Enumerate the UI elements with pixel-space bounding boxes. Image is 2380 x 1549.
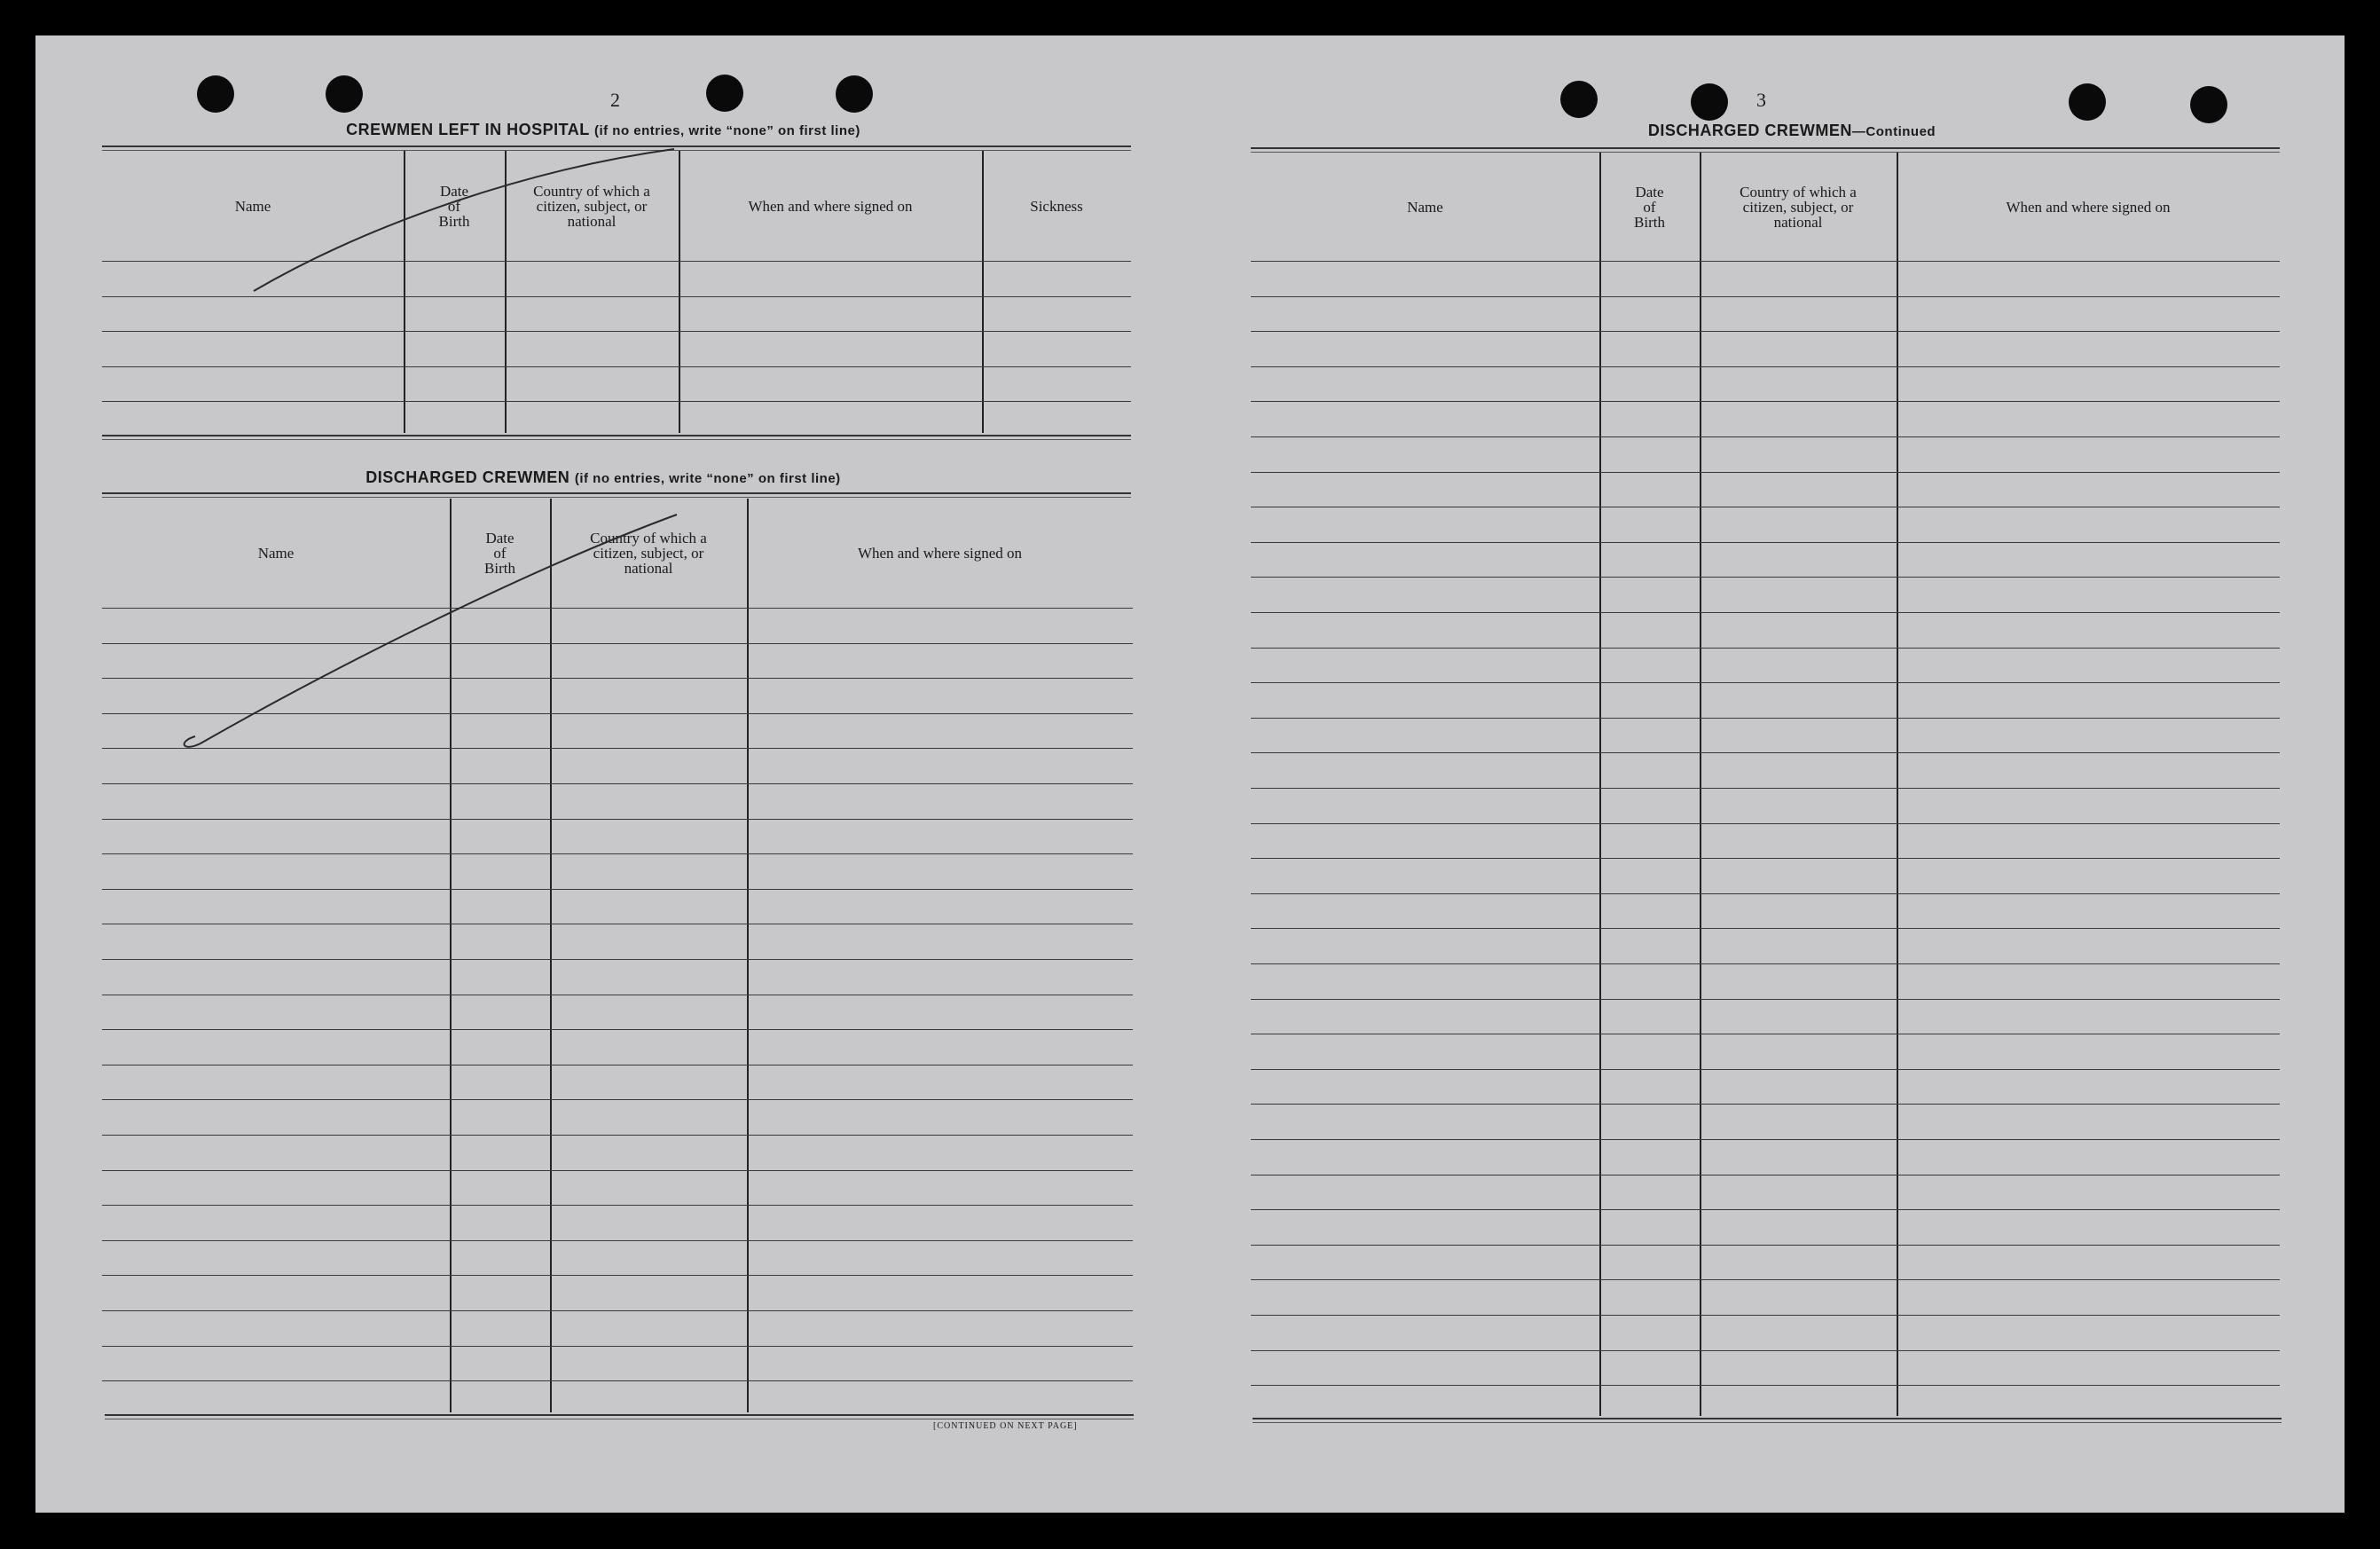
hospital-row-line [102,261,1131,262]
discharged-title-note: (if no entries, write “none” on first line) [574,471,841,486]
discharged-row-line [102,713,1133,714]
continued-column-divider [1700,153,1701,1416]
continued-row-line [1251,1209,2280,1210]
continued-row-line [1251,682,2280,683]
discharged-section-title [102,468,1104,487]
continued-title-text: DISCHARGED CREWMEN [1647,122,1852,139]
continued-header-label: Date of Birth [1634,183,1665,231]
discharged-row-line [102,1029,1133,1030]
continued-row-line [1251,1069,2280,1070]
continued-header-when-and-where-signed-on [1897,153,2280,261]
continued-column-divider [1897,153,1898,1416]
continued-row-line [1251,401,2280,402]
discharged-row-line [102,1380,1133,1381]
punch-hole [2069,83,2106,121]
continued-row-line [1251,261,2280,262]
continued-row-line [1251,436,2280,437]
hospital-header-when-and-where-signed-on [679,151,982,261]
continued-row-line [1251,858,2280,859]
discharged-row-line [102,783,1133,784]
continued-row-line [1251,928,2280,929]
hospital-header-label: When and where signed on [748,197,913,215]
continued-row-line [1251,999,2280,1000]
continued-header-label: Country of which a citizen, subject, or national [1740,183,1857,231]
continued-row-line [1251,1104,2280,1105]
continued-row-line [1251,893,2280,894]
continued-row-line [1251,823,2280,824]
hospital-header-label: Date of Birth [438,182,470,230]
hospital-header-sickness [982,151,1131,261]
hospital-header-label: Country of which a citizen, subject, or national [533,182,650,230]
discharged-table [102,499,1133,1412]
hospital-row-line [102,331,1131,332]
continued-row-line [1251,1175,2280,1176]
hospital-header-label: Name [234,197,271,215]
hospital-bottom-rule [102,435,1131,440]
discharged-row-line [102,748,1133,749]
discharged-row-line [102,959,1133,960]
discharged-row-line [102,1135,1133,1136]
discharged-header-label: When and where signed on [857,545,1023,562]
punch-hole [2190,86,2227,123]
discharged-row-line [102,889,1133,890]
continued-header-name [1251,153,1599,261]
discharged-header-country-of-which-a [550,499,747,608]
hospital-title-note: (if no entries, write “none” on first line) [593,123,860,138]
continued-footer: [CONTINUED ON NEXT PAGE] [933,1421,1078,1431]
discharged-row-line [102,819,1133,820]
continued-row-line [1251,1315,2280,1316]
discharged-header-date [450,499,550,608]
hospital-row-line [102,296,1131,297]
discharged-header-name [102,499,450,608]
discharged-header-label: Name [257,545,295,562]
discharged-header-label: Country of which a citizen, subject, or national [590,530,707,577]
discharged-row-line [102,1205,1133,1206]
continued-header-date [1599,153,1700,261]
hospital-title-text: CREWMEN LEFT IN HOSPITAL [346,121,590,138]
continued-row-line [1251,963,2280,964]
page-number-right: 3 [1756,89,1766,111]
discharged-row-line [102,1240,1133,1241]
continued-bottom-rule [1253,1418,2282,1423]
hospital-column-divider [505,151,507,433]
continued-row-line [1251,542,2280,543]
punch-hole [706,75,743,112]
discharged-row-line [102,678,1133,679]
continued-title-suffix: —Continued [1851,124,1936,139]
punch-hole [197,75,234,113]
continued-row-line [1251,296,2280,297]
continued-row-line [1251,752,2280,753]
punch-hole [836,75,873,113]
continued-row-line [1251,1279,2280,1280]
continued-table [1251,153,2280,1416]
continued-section-title [1277,122,2306,140]
continued-header-label: When and where signed on [2006,198,2171,216]
hospital-row-line [102,401,1131,402]
continued-header-label: Name [1407,198,1443,216]
continued-row-line [1251,366,2280,367]
continued-row-line [1251,1385,2280,1386]
continued-row-line [1251,648,2280,649]
discharged-row-line [102,1170,1133,1171]
discharged-row-line [102,853,1133,854]
continued-row-line [1251,472,2280,473]
hospital-column-divider [404,151,405,433]
continued-row-line [1251,1245,2280,1246]
continued-row-line [1251,612,2280,613]
hospital-header-name [102,151,404,261]
discharged-row-line [102,1310,1133,1311]
hospital-table [102,151,1131,433]
hospital-header-label: Sickness [1030,197,1083,215]
continued-row-line [1251,788,2280,789]
continued-row-line [1251,331,2280,332]
continued-row-line [1251,577,2280,578]
hospital-header-date [404,151,505,261]
continued-header-country-of-which-a [1700,153,1897,261]
discharged-row-line [102,1099,1133,1100]
discharged-bottom-rule [105,1414,1134,1419]
discharged-row-line [102,643,1133,644]
discharged-title-text: DISCHARGED CREWMEN [365,468,570,486]
continued-row-line [1251,1139,2280,1140]
discharged-row-line [102,1346,1133,1347]
discharged-row-line [102,608,1133,609]
punch-hole [326,75,363,113]
punch-hole [1560,81,1598,118]
discharged-row-line [102,1275,1133,1276]
punch-hole [1691,83,1728,121]
continued-row-line [1251,1350,2280,1351]
hospital-column-divider [679,151,680,433]
discharged-header-when-and-where-signed-on [747,499,1133,608]
continued-row-line [1251,718,2280,719]
page-number-left: 2 [610,89,620,111]
continued-column-divider [1599,153,1601,1416]
document-paper [35,35,2345,1513]
hospital-header-country-of-which-a [505,151,679,261]
hospital-section-title [102,121,1104,139]
hospital-column-divider [982,151,984,433]
discharged-header-label: Date of Birth [484,530,515,577]
discharged-top-rule [102,492,1131,498]
hospital-row-line [102,366,1131,367]
